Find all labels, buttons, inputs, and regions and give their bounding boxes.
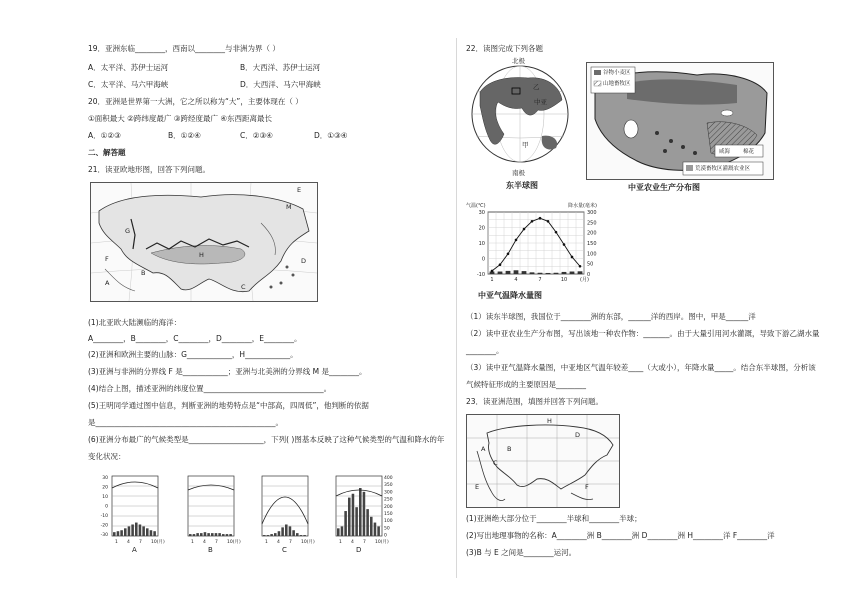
map-label-b: B <box>141 269 146 277</box>
small-chart-bar <box>355 507 358 536</box>
q20-option-a: A．①②③ <box>88 131 121 140</box>
small-chart-y-left: -30 <box>100 533 108 538</box>
small-chart-x-tick: 1 <box>115 540 118 545</box>
small-chart-A <box>112 476 165 554</box>
small-chart-x-tick: 10(月) <box>227 540 241 545</box>
q20-option-b: B．①②④ <box>168 131 201 140</box>
small-chart-bar <box>189 534 192 536</box>
small-chart-y-left: -20 <box>100 523 108 529</box>
small-chart-bar <box>131 524 134 536</box>
small-chart-bar <box>359 488 362 536</box>
precip-bar <box>506 271 511 274</box>
small-chart-bar <box>292 530 295 536</box>
legend-mountain: 山地畜牧区 <box>603 81 631 87</box>
small-chart-x-tick: 7 <box>289 540 292 545</box>
map-label-m: M <box>286 203 292 211</box>
precip-bar <box>522 271 527 274</box>
small-chart-x-tick: 4 <box>351 540 354 545</box>
precip-bar <box>554 273 559 274</box>
small-chart-bar <box>142 526 145 536</box>
temp-tick: -10 <box>476 272 485 278</box>
q22-p1: （1）读东半球图，我国位于________洲的东部，______洋的西岸。图中，甲是______洋 <box>466 312 756 321</box>
asia-map-label-d: D <box>575 431 581 439</box>
small-chart-y-right: 100 <box>384 519 393 525</box>
small-chart-x-tick: 1 <box>191 540 194 545</box>
small-chart-x-tick: 1 <box>339 540 342 545</box>
small-chart-letter: D <box>356 546 362 554</box>
map-label-a: A <box>105 279 110 287</box>
q19-option-a: A．太平洋、苏伊士运河 <box>88 63 169 72</box>
climate-chart-caption: 中亚气温降水量图 <box>478 291 542 300</box>
q21-p2: (2)亚洲和欧洲主要的山脉：G____________，H____________。 <box>88 350 298 359</box>
small-chart-bar <box>374 523 377 536</box>
temperature-point <box>491 270 494 273</box>
small-chart-C <box>262 476 315 554</box>
legend-small-lake: 咸海 <box>719 149 731 155</box>
legend-desert-irrigation: 荒漠畜牧区灌溉农业区 <box>695 166 751 172</box>
globe-south-label: 南极 <box>512 169 525 177</box>
asia-map-label-c: C <box>493 459 498 467</box>
q21-p1: (1)北亚欧大陆濒临的海洋： <box>88 318 182 327</box>
precip-bar <box>546 273 551 274</box>
asia-map-label-h: H <box>547 417 552 425</box>
precip-tick: 50 <box>587 261 594 268</box>
precip-tick: 0 <box>587 272 591 278</box>
q21-p3: (3)亚洲与非洲的分界线 F 是____________；亚洲与北美洲的分界线 M 是________。 <box>88 367 367 376</box>
small-chart-D <box>336 476 389 554</box>
small-chart-x-tick: 10(月) <box>375 540 389 545</box>
small-chart-bar <box>229 534 232 536</box>
small-chart-bar <box>196 533 199 536</box>
small-chart-bar <box>263 535 266 536</box>
small-chart-bar <box>222 534 225 536</box>
small-chart-bar <box>285 524 288 536</box>
month-tick: 1 <box>490 277 494 283</box>
small-chart-bar <box>139 524 142 536</box>
q19-stem: 19．亚洲东临________，西南以________与非洲为界（ ） <box>88 44 280 53</box>
small-chart-y-left: 30 <box>102 476 108 481</box>
q22-p2: （2）读中亚农业生产分布图，写出该地一种农作物：_______。由于大量引用河水灌溉，导致下游乙湖水量 <box>466 329 820 338</box>
precip-bar <box>578 271 583 274</box>
small-chart-bar <box>153 531 156 536</box>
small-chart-bar <box>267 535 270 536</box>
small-chart-bar <box>377 526 380 536</box>
temperature-point <box>531 220 534 223</box>
central-asia-caption: 中亚农业生产分布图 <box>628 183 700 192</box>
small-chart-bar <box>128 526 131 536</box>
small-chart-y-right: 50 <box>384 526 390 532</box>
q21-p4: (4)结合上图，描述亚洲的纬度位置________________________________。 <box>88 384 332 393</box>
legend-grain: 谷物小麦区 <box>603 70 631 76</box>
small-chart-bar <box>289 526 292 536</box>
column-divider <box>456 38 457 578</box>
small-chart-bar <box>120 530 123 536</box>
q19-option-c: C．太平洋、马六甲海峡 <box>88 80 169 89</box>
q21-p1-blanks: A________，B________，C________，D________，E________。 <box>88 334 302 343</box>
small-chart-bar <box>337 528 340 536</box>
small-chart-y-right: 300 <box>384 490 393 496</box>
eurasia-terrain-map <box>90 182 318 302</box>
small-chart-x-tick: 4 <box>277 540 280 545</box>
temperature-point <box>547 220 550 223</box>
small-chart-x-tick: 7 <box>363 540 366 545</box>
small-chart-y-right: 250 <box>384 497 393 503</box>
small-chart-x-tick: 7 <box>139 540 142 545</box>
small-chart-letter: A <box>132 546 137 554</box>
small-chart-bar <box>274 533 277 536</box>
temperature-point <box>523 228 526 231</box>
precip-tick: 200 <box>587 230 597 237</box>
globe-zhongya-label: 中亚 <box>534 98 547 106</box>
temp-tick: 30 <box>478 210 485 216</box>
climate-charts-group <box>92 468 412 568</box>
small-chart-bar <box>348 498 351 536</box>
small-chart-bar <box>200 533 203 536</box>
asia-map-label-f: F <box>585 483 589 491</box>
temperature-point <box>563 243 566 246</box>
q23-stem: 23．读亚洲范围，填图并回答下列问题。 <box>466 397 604 406</box>
small-chart-bar <box>211 533 214 536</box>
map-label-d: D <box>301 257 307 265</box>
eurasia-map-drawing <box>91 183 317 301</box>
q20-option-c: C．②③④ <box>240 131 273 140</box>
globe-jia-label: 甲 <box>522 141 529 149</box>
q21-p6: (6)亚洲分布最广的气候类型是____________________，下列( )图基本反映了这种气候类型的气温和降水的年 <box>88 435 445 444</box>
small-chart-bar <box>344 511 347 536</box>
q23-p3: (3)B 与 E 之间是________运河。 <box>466 548 577 557</box>
globe-north-label: 北极 <box>512 57 525 65</box>
small-chart-bar <box>218 533 221 536</box>
small-chart-bar <box>226 534 229 536</box>
small-chart-bar <box>204 532 207 536</box>
section-title: 二、解答题 <box>88 148 126 157</box>
small-chart-letter: C <box>282 546 287 554</box>
small-chart-bar <box>363 492 366 536</box>
temperature-point <box>515 239 518 242</box>
small-chart-bar <box>146 528 149 536</box>
q21-stem: 21．读亚欧地形图，回答下列问题。 <box>88 165 211 174</box>
small-chart-x-tick: 4 <box>127 540 130 545</box>
asia-extent-drawing <box>467 415 619 507</box>
precip-bar <box>562 272 567 274</box>
q22-stem: 22．读图完成下列各题 <box>466 44 544 53</box>
q23-p2: (2)写出地理事物的名称：A________洲 B________洲 D________洲 H________洋 F________洋 <box>466 531 775 540</box>
legend-cotton: 棉花 <box>743 149 755 155</box>
small-chart-x-tick: 10(月) <box>151 540 165 545</box>
q19-option-b: B．大西洋、苏伊士运河 <box>240 63 321 72</box>
precip-tick: 150 <box>587 241 597 247</box>
temperature-point <box>507 253 510 256</box>
small-chart-bar <box>117 531 120 536</box>
small-chart-bar <box>278 531 281 536</box>
temp-axis-title: 气温(℃) <box>466 203 486 209</box>
map-label-g: G <box>125 227 131 235</box>
small-chart-y-left: -10 <box>100 514 108 519</box>
small-chart-y-right: 150 <box>384 512 393 517</box>
small-chart-y-left: 10 <box>102 495 108 500</box>
q20-options-line: ①面积最大 ②跨纬度最广 ③跨经度最广 ④东西距离最长 <box>88 114 273 123</box>
small-chart-bar <box>352 494 355 536</box>
q22-p3-line: 气候特征形成的主要原因是________ <box>466 380 586 389</box>
central-asia-agriculture-map <box>586 62 774 180</box>
map-label-f: F <box>105 255 109 263</box>
small-chart-bar <box>300 535 303 536</box>
small-chart-bar <box>370 517 373 536</box>
q21-p6-line: 变化状况： <box>88 452 126 461</box>
q21-p5: (5)王明同学通过图中信息，判断亚洲的地势特点是“中部高，四周低”，他判断的依据 <box>88 401 369 410</box>
month-tick: 7 <box>538 277 542 283</box>
asia-map-label-a: A <box>481 445 486 453</box>
small-chart-x-tick: 4 <box>203 540 206 545</box>
small-chart-y-right: 400 <box>384 476 393 481</box>
central-asia-climate-chart <box>466 200 606 290</box>
globe-caption: 东半球图 <box>506 181 538 190</box>
temp-tick: 10 <box>478 241 485 247</box>
q20-option-d: D．①③④ <box>314 131 348 140</box>
map-label-h: H <box>199 251 204 259</box>
small-chart-bar <box>366 509 369 536</box>
precip-bar <box>498 272 503 274</box>
small-chart-bar <box>281 527 284 536</box>
month-tick: 4 <box>514 277 518 283</box>
small-chart-bar <box>135 523 138 536</box>
small-chart-B <box>188 476 241 554</box>
small-chart-bar <box>124 528 127 536</box>
small-chart-bar <box>150 530 153 536</box>
eastern-hemisphere-globe <box>468 62 572 166</box>
q22-p3: （3）读中亚气温降水量图，中亚地区气温年较差____（大或小），年降水量_____。结合东半球图，分析该 <box>466 363 816 372</box>
precip-tick: 100 <box>587 251 597 258</box>
small-chart-bar <box>113 532 116 536</box>
small-chart-y-right: 0 <box>384 533 387 539</box>
precip-tick: 300 <box>587 210 597 216</box>
q21-p5-line: 是________________________________________________。 <box>88 418 283 427</box>
month-unit: (月) <box>580 277 589 283</box>
precip-tick: 250 <box>587 220 597 227</box>
precip-axis-title: 降水量(毫米) <box>568 203 597 209</box>
precip-bar <box>570 272 575 274</box>
temperature-point <box>571 256 574 259</box>
map-label-c: C <box>241 283 246 291</box>
q20-stem: 20．亚洲是世界第一大洲，它之所以称为“大”，主要体现在（ ） <box>88 97 303 106</box>
map-label-e: E <box>297 186 302 194</box>
small-chart-y-right: 200 <box>384 504 393 510</box>
precip-bar <box>514 270 519 274</box>
precip-bar <box>538 273 543 274</box>
temperature-point <box>555 231 558 234</box>
temperature-point <box>499 263 502 266</box>
small-chart-x-tick: 1 <box>265 540 268 545</box>
small-chart-bar <box>215 533 218 536</box>
precip-bar <box>530 272 535 274</box>
small-chart-bar <box>207 533 210 536</box>
small-chart-bar <box>303 535 306 536</box>
asia-map-label-b: B <box>507 445 512 453</box>
small-chart-x-tick: 7 <box>215 540 218 545</box>
asia-map-label-e: E <box>475 483 480 491</box>
asia-extent-map <box>466 414 620 508</box>
temp-tick: 0 <box>481 256 485 263</box>
small-chart-y-left: 20 <box>102 485 108 491</box>
q19-option-d: D．大西洋、马六甲海峡 <box>240 80 321 89</box>
q23-p1: (1)亚洲绝大部分位于________半球和________半球； <box>466 514 642 523</box>
small-chart-bar <box>296 533 299 536</box>
small-chart-bar <box>341 526 344 536</box>
small-chart-bar <box>193 534 196 536</box>
globe-yi-label: 乙 <box>533 83 540 91</box>
small-chart-letter: B <box>208 546 213 554</box>
small-chart-bar <box>270 534 273 536</box>
temperature-point <box>579 265 582 268</box>
q22-p2-line: ________。 <box>466 346 504 355</box>
temperature-point <box>539 217 542 220</box>
temp-tick: 20 <box>478 225 485 232</box>
month-tick: 10 <box>560 277 568 283</box>
small-chart-y-right: 350 <box>384 483 393 489</box>
small-chart-x-tick: 10(月) <box>301 540 315 545</box>
small-chart-y-left: 0 <box>105 504 108 510</box>
